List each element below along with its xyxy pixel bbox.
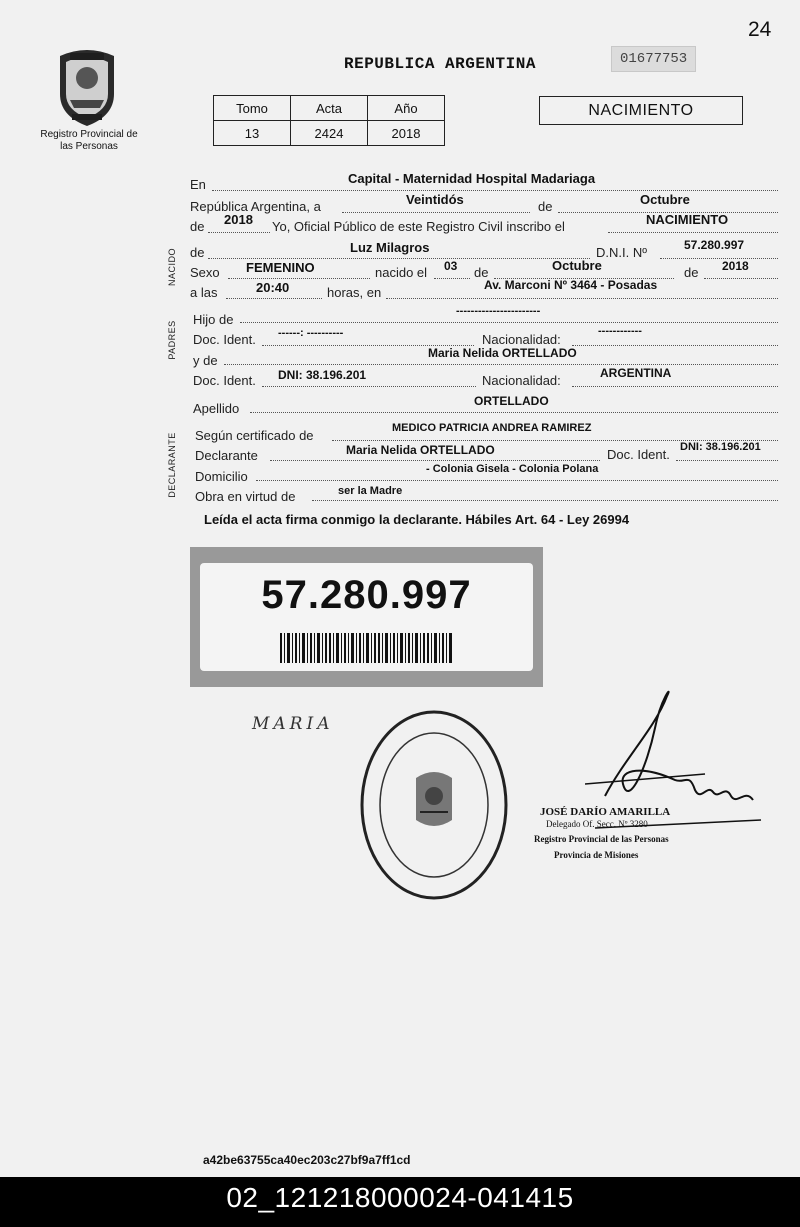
dotted-line: [434, 278, 470, 279]
acta-value: 2424: [291, 121, 368, 146]
label-horas-en: horas, en: [327, 285, 382, 300]
footer-bar: [0, 1177, 800, 1227]
child-name: Luz Milagros: [350, 240, 430, 255]
dotted-line: [660, 258, 778, 259]
signer-role: Delegado Of. Secc. Nº 3280: [546, 819, 648, 829]
handwritten-name: MARIA: [252, 714, 334, 734]
dotted-line: [212, 190, 778, 191]
dotted-line: [386, 298, 778, 299]
mother-document: DNI: 38.196.201: [278, 368, 367, 382]
label-de5: de: [684, 265, 699, 280]
dotted-line: [240, 322, 778, 323]
registration-year: 2018: [224, 212, 253, 227]
page-number: 24: [748, 18, 772, 41]
label-de3: de: [190, 245, 205, 260]
dotted-line: [250, 412, 778, 413]
side-label-nacido: NACIDO: [167, 248, 177, 287]
label-de2: de: [190, 219, 205, 234]
dotted-line: [270, 460, 600, 461]
dotted-line: [208, 232, 270, 233]
signer-office: Registro Provincial de las Personas: [534, 834, 669, 844]
document-type-box: NACIMIENTO: [539, 96, 743, 125]
label-doc-ident3: Doc. Ident.: [607, 447, 670, 462]
dotted-line: [704, 278, 778, 279]
signer-province: Provincia de Misiones: [554, 850, 639, 860]
provincial-crest-icon: [52, 44, 122, 128]
dni-sticker-panel: [200, 563, 533, 671]
mother-nationality: ARGENTINA: [600, 366, 672, 380]
side-label-declarante: DECLARANTE: [167, 432, 177, 498]
dotted-line: [342, 212, 530, 213]
label-republica: República Argentina, a: [190, 199, 321, 214]
label-nacionalidad2: Nacionalidad:: [482, 373, 561, 388]
act-type: NACIMIENTO: [646, 212, 729, 227]
registry-table-header: [214, 96, 445, 121]
label-obra-en-virtud: Obra en virtud de: [195, 489, 296, 504]
anio-header: Año: [368, 96, 445, 121]
label-en: En: [190, 177, 206, 192]
father-name: -----------------------: [456, 305, 541, 317]
dotted-line: [226, 298, 322, 299]
medical-certificate: MEDICO PATRICIA ANDREA RAMIREZ: [392, 422, 592, 434]
dotted-line: [676, 460, 778, 461]
birth-year: 2018: [722, 259, 749, 273]
dotted-line: [228, 278, 370, 279]
tomo-header: Tomo: [214, 96, 291, 121]
birth-month: Octubre: [552, 258, 602, 273]
mother-name: Maria Nelida ORTELLADO: [428, 346, 577, 360]
country-title: REPUBLICA ARGENTINA: [344, 55, 536, 73]
label-de4: de: [474, 265, 489, 280]
dotted-line: [572, 386, 778, 387]
label-nacionalidad: Nacionalidad:: [482, 332, 561, 347]
dotted-line: [208, 258, 590, 259]
registry-table-values: [214, 121, 445, 146]
label-doc-ident2: Doc. Ident.: [193, 373, 256, 388]
label-nacido-el: nacido el: [375, 265, 428, 280]
document-hash: a42be63755ca40ec203c27bf9a7ff1cd: [203, 1153, 411, 1167]
anio-value: 2018: [368, 121, 445, 146]
footer-code: 02_121218000024-041415: [226, 1182, 574, 1213]
surname: ORTELLADO: [474, 394, 549, 408]
acta-header: Acta: [291, 96, 368, 121]
dotted-line: [312, 500, 778, 501]
dotted-line: [572, 345, 778, 346]
birth-time: 20:40: [256, 280, 290, 295]
registry-table: [213, 95, 445, 146]
dotted-line: [608, 232, 778, 233]
birth-day: 03: [444, 259, 458, 273]
label-doc-ident: Doc. Ident.: [193, 332, 256, 347]
child-dni: 57.280.997: [684, 238, 745, 252]
closing-statement: Leída el acta firma conmigo la declarante. Hábiles Art. 64 - Ley 26994: [204, 512, 630, 527]
label-declarante: Declarante: [195, 448, 258, 463]
dotted-line: [224, 364, 778, 365]
declarant-reason: ser la Madre: [338, 485, 403, 497]
label-sexo: Sexo: [190, 265, 220, 280]
registration-month: Octubre: [640, 192, 690, 207]
declarant-document: DNI: 38.196.201: [680, 441, 761, 453]
label-hijo-de: Hijo de: [193, 312, 234, 327]
declarant-address: - Colonia Gisela - Colonia Polana: [426, 463, 599, 475]
birth-address: Av. Marconi Nº 3464 - Posadas: [484, 278, 658, 292]
label-dni: D.N.I. Nº: [596, 245, 647, 260]
dni-sticker: [190, 547, 543, 687]
label-apellido: Apellido: [193, 401, 240, 416]
birth-place: Capital - Maternidad Hospital Madariaga: [348, 171, 596, 186]
side-label-padres: PADRES: [167, 320, 177, 360]
dotted-line: [256, 480, 778, 481]
label-yo-oficial: Yo, Oficial Público de este Registro Civil inscribo el: [272, 219, 565, 234]
label-segun-certificado: Según certificado de: [195, 428, 314, 443]
dni-sticker-number: 57.280.997: [261, 573, 472, 617]
child-sex: FEMENINO: [246, 260, 315, 275]
signer-name: JOSÉ DARÍO AMARILLA: [540, 806, 671, 818]
label-y-de: y de: [193, 353, 218, 368]
father-nationality: ------------: [598, 325, 642, 337]
label-a-las: a las: [190, 285, 218, 300]
serial-number: 01677753: [611, 46, 696, 72]
tomo-value: 13: [214, 121, 291, 146]
dotted-line: [262, 386, 476, 387]
father-document: ------: ----------: [278, 327, 344, 339]
official-seal-icon: [358, 708, 510, 902]
registration-day-word: Veintidós: [406, 192, 464, 207]
registry-caption: Registro Provincial de las Personas: [40, 129, 138, 152]
declarant-name: Maria Nelida ORTELLADO: [346, 443, 495, 457]
barcode-icon: [280, 633, 452, 663]
label-domicilio: Domicilio: [195, 469, 248, 484]
label-de: de: [538, 199, 553, 214]
